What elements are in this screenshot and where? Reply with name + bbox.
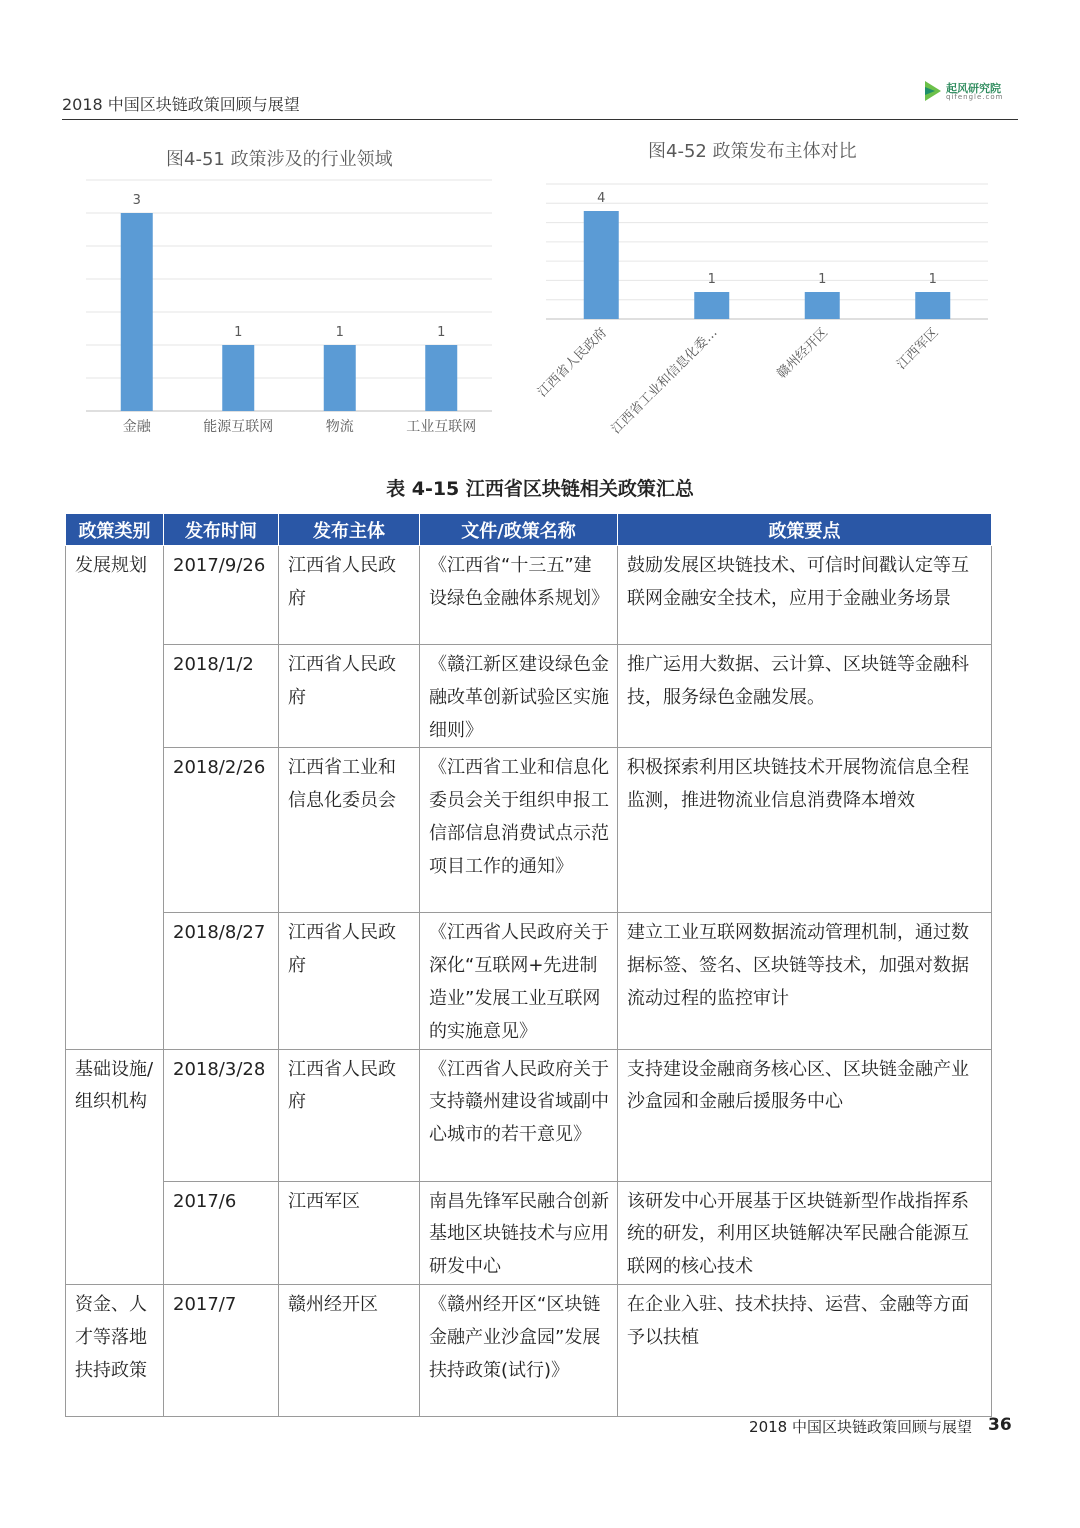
table-row xyxy=(66,645,992,748)
issuer-cell: 江西军区 xyxy=(279,1181,420,1284)
logo xyxy=(924,80,1008,104)
table-row xyxy=(66,546,992,645)
category-cell: 资金、人才等落地扶持政策 xyxy=(66,1284,164,1416)
issuer-bar-chart xyxy=(520,170,1000,450)
date-cell: 2018/2/26 xyxy=(164,748,279,913)
category-cell: 发展规划 xyxy=(66,546,164,1050)
document-name-cell: 《江西省工业和信息化委员会关于组织申报工信部信息消费试点示范项目工作的通知》 xyxy=(420,748,618,913)
data-label: 3 xyxy=(132,193,141,208)
date-cell: 2017/6 xyxy=(164,1181,279,1284)
data-label: 1 xyxy=(437,325,446,340)
page-number: 36 xyxy=(988,1415,1012,1435)
date-cell: 2018/1/2 xyxy=(164,645,279,748)
date-cell: 2018/8/27 xyxy=(164,913,279,1049)
issuer-cell: 江西省人民政府 xyxy=(279,645,420,748)
key-points-cell: 建立工业互联网数据流动管理机制，通过数据标签、签名、区块链等技术，加强对数据流动过程的监控审计 xyxy=(618,913,992,1049)
date-cell: 2017/9/26 xyxy=(164,546,279,645)
category-label: 金融 xyxy=(122,419,151,435)
document-name-cell: 南昌先锋军民融合创新基地区块链技术与应用研发中心 xyxy=(420,1181,618,1284)
bar xyxy=(694,292,729,319)
footer-title: 2018 中国区块链政策回顾与展望 xyxy=(749,1418,972,1436)
issuer-cell: 赣州经开区 xyxy=(279,1284,420,1416)
header-divider xyxy=(62,119,1018,120)
data-label: 1 xyxy=(818,272,827,287)
table-row xyxy=(66,1181,992,1284)
category-label: 能源互联网 xyxy=(203,419,274,435)
key-points-cell: 该研发中心开展基于区块链新型作战指挥系统的研发，利用区块链解决军民融合能源互联网的核心技术 xyxy=(618,1181,992,1284)
logo-subtext: qifengle.com xyxy=(946,93,1004,101)
header-issuer: 发布主体 xyxy=(279,514,420,546)
document-name-cell: 《赣江新区建设绿色金融改革创新试验区实施细则》 xyxy=(420,645,618,748)
category-label: 江西省工业和信息化委… xyxy=(608,325,721,437)
category-label: 江西省人民政府 xyxy=(535,325,611,401)
bar xyxy=(584,211,619,319)
table-row xyxy=(66,1049,992,1181)
table-row xyxy=(66,748,992,913)
table-caption: 表 4-15 江西省区块链相关政策汇总 xyxy=(386,478,694,500)
header-date: 发布时间 xyxy=(164,514,279,546)
issuer-cell: 江西省人民政府 xyxy=(279,1049,420,1181)
bar xyxy=(915,292,950,319)
bar xyxy=(222,345,254,411)
key-points-cell: 推广运用大数据、云计算、区块链等金融科技，服务绿色金融发展。 xyxy=(618,645,992,748)
key-points-cell: 鼓励发展区块链技术、可信时间戳认定等互联网金融安全技术，应用于金融业务场景 xyxy=(618,546,992,645)
date-cell: 2017/7 xyxy=(164,1284,279,1416)
policy-table xyxy=(65,513,992,1417)
document-name-cell: 《江西省“十三五”建设绿色金融体系规划》 xyxy=(420,546,618,645)
issuer-cell: 江西省人民政府 xyxy=(279,913,420,1049)
issuer-cell: 江西省工业和信息化委员会 xyxy=(279,748,420,913)
table-row xyxy=(66,913,992,1049)
header-category: 政策类别 xyxy=(66,514,164,546)
bar xyxy=(121,213,153,411)
key-points-cell: 积极探索利用区块链技术开展物流信息全程监测，推进物流业信息消费降本增效 xyxy=(618,748,992,913)
category-label: 物流 xyxy=(325,419,354,435)
data-label: 1 xyxy=(707,272,716,287)
data-label: 1 xyxy=(234,325,243,340)
table-row xyxy=(66,1284,992,1416)
bar xyxy=(425,345,457,411)
industry-bar-chart xyxy=(80,180,500,460)
chart2-title: 图4-52 政策发布主体对比 xyxy=(648,141,857,162)
logo-mark-icon xyxy=(924,80,942,102)
logo-text: 起风研究院 xyxy=(946,82,1001,95)
key-points-cell: 在企业入驻、技术扶持、运营、金融等方面予以扶植 xyxy=(618,1284,992,1416)
header-document-name: 文件/政策名称 xyxy=(420,514,618,546)
category-cell: 基础设施/组织机构 xyxy=(66,1049,164,1284)
bar xyxy=(805,292,840,319)
bar xyxy=(324,345,356,411)
key-points-cell: 支持建设金融商务核心区、区块链金融产业沙盒园和金融后援服务中心 xyxy=(618,1049,992,1181)
category-label: 赣州经开区 xyxy=(774,325,832,382)
document-name-cell: 《赣州经开区“区块链金融产业沙盒园”发展扶持政策(试行)》 xyxy=(420,1284,618,1416)
chart1-title: 图4-51 政策涉及的行业领域 xyxy=(166,149,393,170)
category-label: 工业互联网 xyxy=(406,419,477,435)
data-label: 4 xyxy=(597,191,606,206)
issuer-cell: 江西省人民政府 xyxy=(279,546,420,645)
header-key-points: 政策要点 xyxy=(618,514,992,546)
data-label: 1 xyxy=(335,325,344,340)
category-label: 江西军区 xyxy=(894,325,942,373)
document-name-cell: 《江西省人民政府关于支持赣州建设省域副中心城市的若干意见》 xyxy=(420,1049,618,1181)
document-name-cell: 《江西省人民政府关于深化“互联网+先进制造业”发展工业互联网的实施意见》 xyxy=(420,913,618,1049)
data-label: 1 xyxy=(928,272,937,287)
table-header-row xyxy=(66,514,992,546)
document-header-title: 2018 中国区块链政策回顾与展望 xyxy=(62,95,300,114)
date-cell: 2018/3/28 xyxy=(164,1049,279,1181)
